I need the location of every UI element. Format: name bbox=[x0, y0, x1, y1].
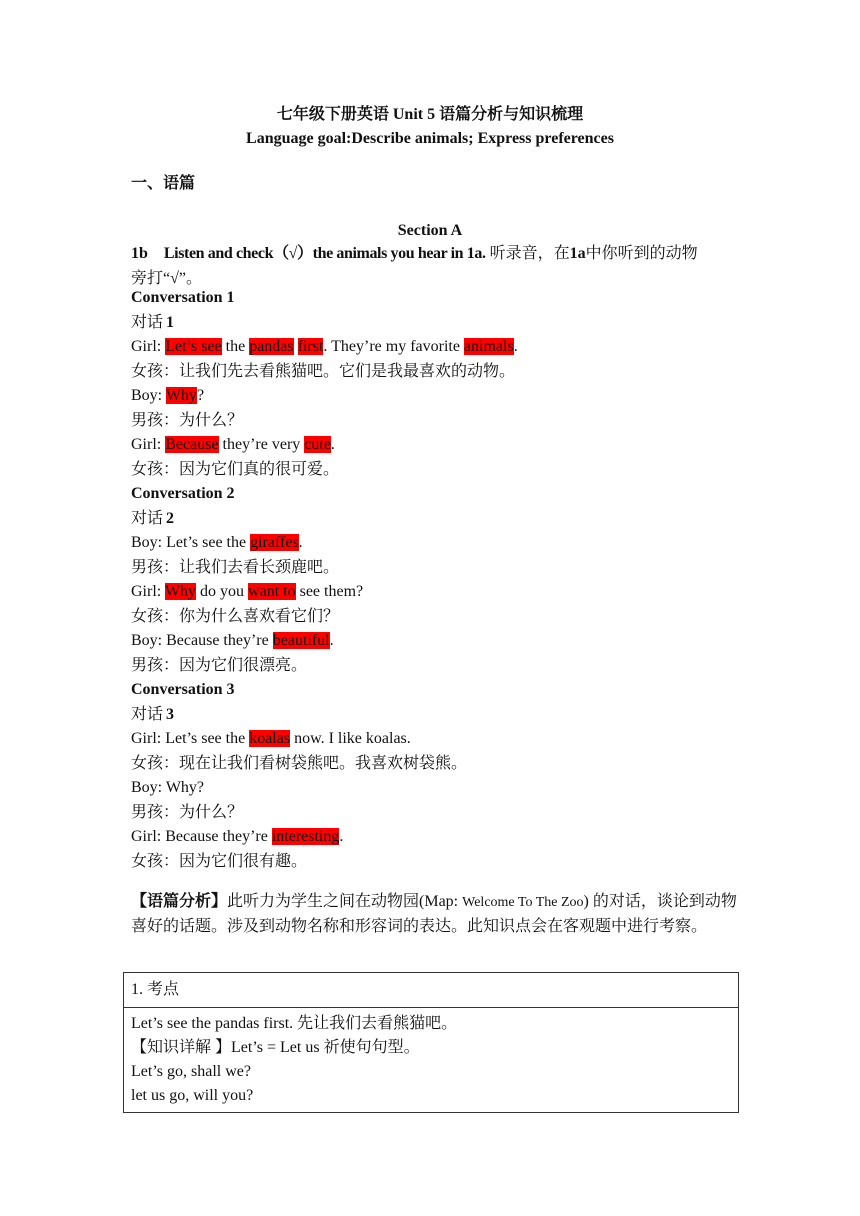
conversation-cn-label bbox=[131, 311, 741, 336]
dialogue-line bbox=[131, 776, 741, 801]
analysis-map-name: Welcome To The Zoo bbox=[462, 895, 584, 910]
section-title: Section A bbox=[397, 222, 463, 239]
dialogue-text: 男孩：为什么？ bbox=[131, 411, 244, 429]
task-instruction-cn: 听录音，在 bbox=[489, 245, 570, 262]
cn-label-text: 对话 bbox=[131, 509, 164, 527]
dialogue-text: . They’re my favorite bbox=[323, 338, 464, 355]
analysis-label: 【语篇分析】 bbox=[131, 893, 228, 910]
analysis-text-end: ) 的对话，谈论到动物喜好的话题。涉及到动物名称和形容词的表达。此知识点会在客观题中进行考察。 bbox=[131, 893, 737, 935]
dialogue-text: . bbox=[330, 436, 335, 453]
dialogue-text: . bbox=[513, 338, 518, 355]
dialogue-text: now. I like koalas. bbox=[290, 730, 411, 747]
dialogue-text: do you bbox=[196, 583, 249, 600]
dialogue-text: 女孩：因为它们真的很可爱。 bbox=[131, 460, 340, 478]
dialogue-line bbox=[131, 433, 741, 458]
conversation-cn-label bbox=[131, 703, 741, 728]
highlighted-phrase: pandas bbox=[249, 338, 294, 355]
task-instruction-cn-end: 中你听到的动物 bbox=[585, 245, 698, 262]
conversation-heading: Conversation 2 bbox=[131, 485, 235, 502]
dialogue-text: Girl: Because they’re bbox=[131, 828, 272, 845]
dialogue-line bbox=[131, 850, 741, 875]
highlighted-phrase: first bbox=[297, 338, 324, 355]
task-instruction-line2: 旁打“√”。 bbox=[131, 269, 202, 287]
dialogue-line bbox=[131, 629, 741, 654]
knowledge-line: 【知识详解 】Let’s = Let us 祈使句句型。 bbox=[131, 1039, 420, 1056]
knowledge-line: Let’s go, shall we? bbox=[131, 1063, 251, 1080]
dialogue-line bbox=[131, 335, 741, 360]
knowledge-table-header: 1. 考点 bbox=[124, 973, 739, 1008]
dialogue-text: Boy: Let’s see the bbox=[131, 534, 251, 551]
cn-label-number: 1 bbox=[166, 313, 175, 331]
task-label: 1b bbox=[131, 245, 148, 262]
dialogue-text: 女孩：让我们先去看熊猫吧。它们是我最喜欢的动物。 bbox=[131, 362, 516, 380]
highlighted-phrase: cute bbox=[304, 436, 331, 453]
section-heading: 一、语篇 bbox=[131, 175, 196, 192]
dialogue-text: 女孩：现在让我们看树袋熊吧。我喜欢树袋熊。 bbox=[131, 754, 468, 772]
dialogue-line bbox=[131, 458, 741, 483]
highlighted-phrase: want to bbox=[248, 583, 296, 600]
dialogue-text: Girl: bbox=[131, 436, 166, 453]
knowledge-line: Let’s see the pandas first. 先让我们去看熊猫吧。 bbox=[131, 1015, 458, 1032]
dialogue-text: Boy: Why? bbox=[131, 779, 205, 796]
analysis-text: 此听力为学生之间在动物园(Map: bbox=[227, 893, 463, 910]
dialogue-text: . bbox=[298, 534, 303, 551]
highlighted-phrase: Because bbox=[165, 436, 219, 453]
dialogue-text: Boy: Because they’re bbox=[131, 632, 273, 649]
dialogue-line bbox=[131, 752, 741, 777]
dialogue-text: . bbox=[329, 632, 334, 649]
highlighted-phrase: animals bbox=[463, 338, 514, 355]
dialogue-text: they’re very bbox=[218, 436, 305, 453]
highlighted-phrase: koalas bbox=[249, 730, 291, 747]
dialogue-line bbox=[131, 605, 741, 630]
dialogue-line bbox=[131, 409, 741, 434]
text-analysis bbox=[131, 890, 739, 939]
dialogue-line bbox=[131, 360, 741, 385]
highlighted-phrase: giraffes bbox=[250, 534, 299, 551]
dialogue-text: Boy: bbox=[131, 387, 166, 404]
dialogue-line bbox=[131, 825, 741, 850]
dialogue-line bbox=[131, 580, 741, 605]
task-instruction-en: Listen and check（√）the animals you hear in 1a. bbox=[163, 245, 486, 262]
dialogue-text: 女孩：因为它们很有趣。 bbox=[131, 852, 308, 870]
dialogue-text: 男孩：让我们去看长颈鹿吧。 bbox=[131, 558, 340, 576]
dialogue-line bbox=[131, 384, 741, 409]
knowledge-table-body bbox=[124, 1008, 739, 1113]
task-instruction bbox=[131, 242, 741, 291]
highlighted-phrase: Why bbox=[164, 583, 197, 600]
dialogue-text: see them? bbox=[295, 583, 364, 600]
dialogue-line bbox=[131, 801, 741, 826]
dialogue-line bbox=[131, 654, 741, 679]
conversation-heading: Conversation 1 bbox=[131, 289, 235, 306]
dialogue-text: Girl: bbox=[131, 338, 166, 355]
dialogue-text: 女孩：你为什么喜欢看它们？ bbox=[131, 607, 340, 625]
highlighted-phrase: Let’s see bbox=[165, 338, 222, 355]
dialogue-text: the bbox=[221, 338, 250, 355]
task-instruction-cn-bold: 1a bbox=[569, 245, 586, 262]
dialogue-text: ? bbox=[196, 387, 205, 404]
highlighted-phrase: Why bbox=[165, 387, 197, 404]
cn-label-number: 3 bbox=[166, 705, 175, 723]
conversations bbox=[131, 286, 741, 874]
dialogue-text: . bbox=[339, 828, 344, 845]
conversation-cn-label bbox=[131, 507, 741, 532]
language-goal: Language goal:Describe animals; Express preferences bbox=[246, 130, 614, 147]
dialogue-text: Girl: Let’s see the bbox=[131, 730, 250, 747]
dialogue-line bbox=[131, 727, 741, 752]
knowledge-table bbox=[123, 972, 739, 1113]
document-title: 七年级下册英语 Unit 5 语篇分析与知识梳理 bbox=[276, 106, 584, 123]
highlighted-phrase: beautiful bbox=[272, 632, 330, 649]
dialogue-line bbox=[131, 531, 741, 556]
dialogue-text: Girl: bbox=[131, 583, 165, 600]
dialogue-line bbox=[131, 556, 741, 581]
dialogue-text: 男孩：因为它们很漂亮。 bbox=[131, 656, 308, 674]
cn-label-number: 2 bbox=[166, 509, 175, 527]
cn-label-text: 对话 bbox=[131, 705, 164, 723]
dialogue-text: 男孩：为什么？ bbox=[131, 803, 244, 821]
knowledge-line: let us go, will you? bbox=[131, 1087, 254, 1104]
cn-label-text: 对话 bbox=[131, 313, 164, 331]
conversation-heading: Conversation 3 bbox=[131, 681, 235, 698]
highlighted-phrase: interesting bbox=[271, 828, 340, 845]
